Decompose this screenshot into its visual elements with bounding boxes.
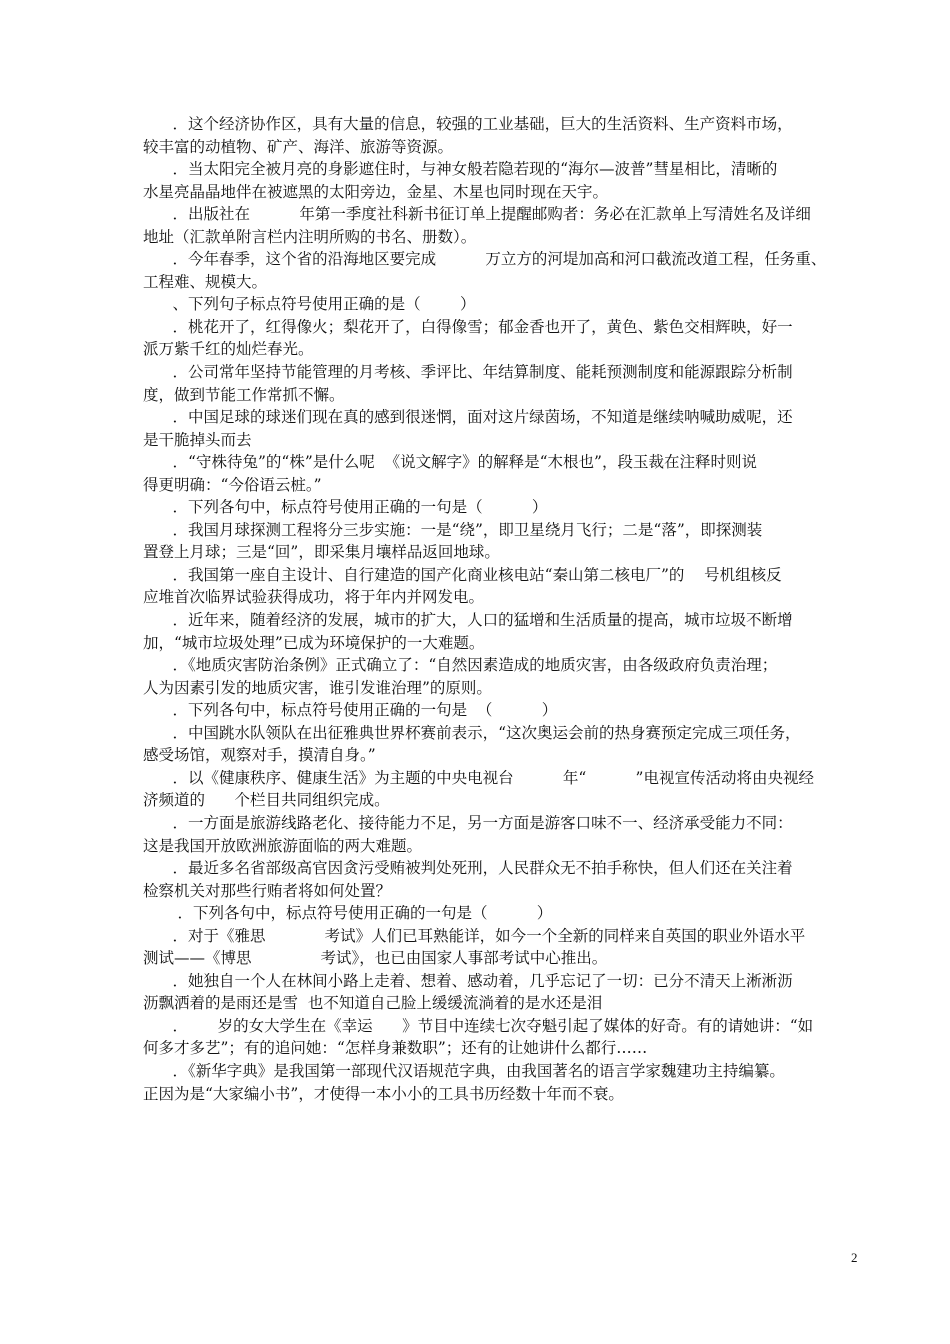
text-line: ．最近多名省部级高官因贪污受贿被判处死刑，人民群众无不拍手称快，但人们还在关注着 [143,859,793,878]
text-line: 水星亮晶晶地伴在被遮黑的太阳旁边，金星、木星也同时现在天宇。 [143,182,609,201]
text-line: ．下列各句中，标点符号使用正确的一句是（ ） [143,498,548,517]
text-line: 检察机关对那些行贿者将如何处置？ [143,881,392,900]
text-line: 工程难、规模大。 [143,272,268,291]
text-line: ．这个经济协作区，具有大量的信息，较强的工业基础，巨大的生活资料、生产资料市场， [143,115,793,133]
text-line: 度，做到节能工作常抓不懈。 [143,385,345,404]
text-line: 得更明确：“今俗语云桩。” [143,475,322,494]
text-line: ．一方面是旅游线路老化、接待能力不足，另一方面是游客口味不一、经济承受能力不同： [143,813,793,832]
text-line: 沥飘洒着的是雨还是雪 也不知道自己脸上缓缓流淌着的是水还是泪 [143,994,603,1013]
page-number: 2 [851,1250,858,1265]
text-line: ．公司常年坚持节能管理的月考核、季评比、年结算制度、能耗预测制度和能源跟踪分析制 [143,363,793,382]
text-line: ．我国月球探测工程将分三步实施：一是“绕”，即卫星绕月飞行；二是“落”，即探测装 [143,520,763,539]
text-line: ． 岁的女大学生在《幸运 》节目中连续七次夺魁引起了媒体的好奇。有的请她讲：“如 [143,1016,814,1035]
text-line: 这是我国开放欧洲旅游面临的两大难题。 [143,836,423,855]
text-line: 置登上月球；三是“回”，即采集月壤样品返回地球。 [143,543,500,562]
text-line: 地址（汇款单附言栏内注明所购的书名、册数）。 [143,227,477,246]
text-line: 应堆首次临界试验获得成功，将于年内并网发电。 [143,588,485,607]
text-line: ．我国第一座自主设计、自行建造的国产化商业核电站“秦山第二核电厂”的 号机组核反 [143,565,782,584]
text-line: 正因为是“大家编小书”，才使得一本小小的工具书历经数十年而不衰。 [143,1084,624,1103]
text-line: ．她独自一个人在林间小路上走着、想着、感动着，几乎忘记了一切：已分不清天上淅淅沥 [143,971,793,990]
text-line: 较丰富的动植物、矿产、海洋、旅游等资源。 [143,137,454,156]
text-line: ．以《健康秩序、健康生活》为主题的中央电视台 年“ ”电视宣传活动将由央视经 [143,768,814,787]
text-line: 测试——《博思 考试》，也已由国家人事部考试中心推出。 [143,949,608,968]
text-line: 济频道的 个栏目共同组织完成。 [143,791,390,810]
text-line: ．当太阳完全被月亮的身影遮住时，与神女般若隐若现的“海尔—波普”彗星相比，清晰的 [143,160,778,179]
text-line: 何多才多艺”；有的追问她：“怎样身兼数职”；还有的让她讲什么都行…… [143,1039,648,1058]
text-line: 、下列句子标点符号使用正确的是（ ） [143,295,476,314]
text-line: ．下列各句中，标点符号使用正确的一句是 （ ） [143,701,558,720]
text-line: ．桃花开了，红得像火；梨花开了，白得像雪；郁金香也开了，黄色、紫色交相辉映，好一 [143,317,793,336]
text-line: ．今年春季，这个省的沿海地区要完成 万立方的河堤加高和河口截流改道工程，任务重、 [143,250,827,269]
text-line: ．中国足球的球迷们现在真的感到很迷惘，面对这片绿茵场，不知道是继续呐喊助威呢，还 [143,408,793,427]
text-line: 加，“城市垃圾处理”已成为环境保护的一大难题。 [143,633,485,652]
text-line: 是干脆掉头而去 [143,430,252,449]
text-line: 派万紫千红的灿烂春光。 [143,340,314,359]
text-line: ．《新华字典》是我国第一部现代汉语规范字典，由我国著名的语言学家魏建功主持编纂。 [143,1061,785,1080]
text-line: ．《地质灾害防治条例》正式确立了：“自然因素造成的地质灾害，由各级政府负责治理； [143,656,778,675]
text-line: ．“守株待兔”的“株”是什么呢 《说文解字》的解释是“木根也”，段玉裁在注释时则说 [143,453,757,472]
text-line: ．出版社在 年第一季度社科新书征订单上提醒邮购者：务必在汇款单上写清姓名及详细 [143,205,811,224]
text-line: ．下列各句中，标点符号使用正确的一句是（ ） [143,904,553,923]
document-body [143,113,863,1105]
text-line: 人为因素引发的地质灾害，谁引发谁治理”的原则。 [143,678,492,697]
text-line: ．对于《雅思 考试》人们已耳熟能详，如今一个全新的同样来自英国的职业外语水平 [143,926,806,945]
text-line: ．中国跳水队领队在出征雅典世界杯赛前表示，“这次奥运会前的热身赛预定完成三项任务， [143,723,801,742]
text-line: 感受场馆，观察对手，摸清自身。” [143,746,376,765]
text-line: ．近年来，随着经济的发展，城市的扩大，人口的猛增和生活质量的提高，城市垃圾不断增 [143,611,793,630]
